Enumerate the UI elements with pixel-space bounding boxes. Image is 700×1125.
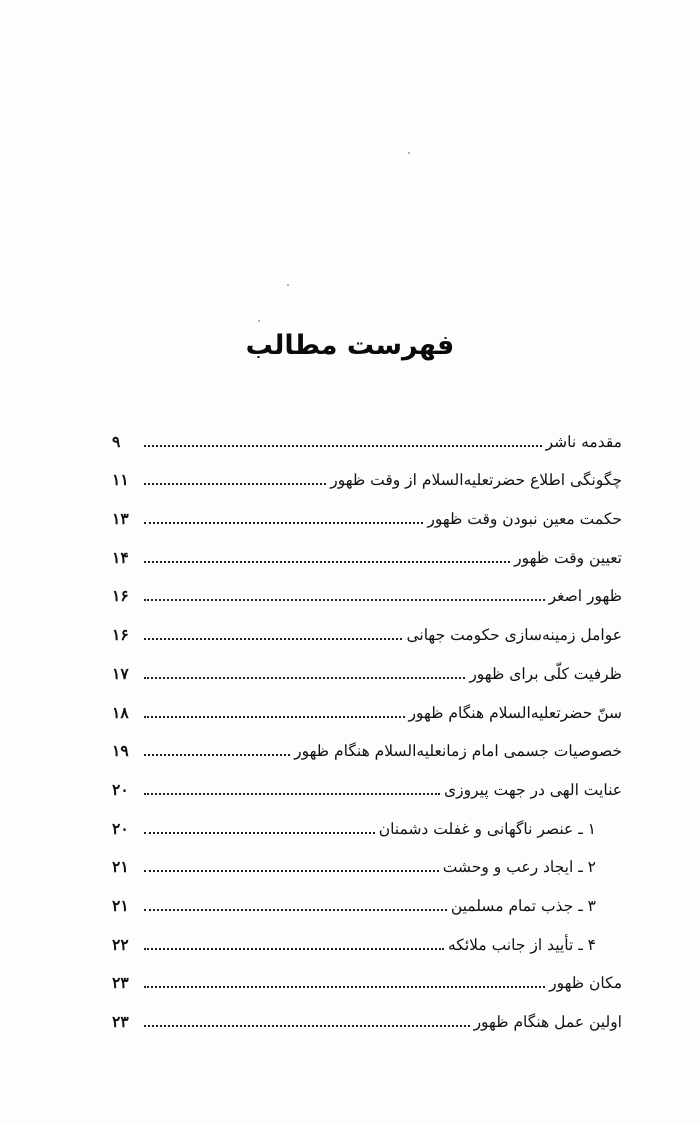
- dot-leader: [144, 793, 440, 795]
- dot-leader: [144, 677, 465, 679]
- toc-entry: [112, 452, 622, 491]
- toc-entry-page-number: ۱۶: [112, 586, 129, 606]
- toc-entry: [112, 723, 622, 762]
- toc-entry-page-number: ۱۷: [112, 663, 129, 683]
- toc-entry-page-number: ۲۰: [112, 818, 129, 838]
- toc-entry: [112, 606, 622, 645]
- toc-entry: [112, 955, 622, 994]
- toc-entry-title: عنایت الهی در جهت پیروزی: [444, 780, 622, 799]
- dot-leader: [144, 870, 439, 872]
- toc-entry-title: ۳ ـ جذب تمام مسلمین: [450, 896, 596, 915]
- toc-entry: [112, 684, 622, 723]
- toc-entry-page-number: ۲۰: [112, 779, 129, 799]
- toc-entry-page-number: ۹: [112, 431, 121, 451]
- toc-entry-page-number: ۲۳: [112, 1012, 129, 1031]
- toc-entry-title: ۱ ـ عنصر ناگهانی و غفلت دشمنان: [378, 819, 596, 838]
- toc-entry-title: ظهور اصغر: [548, 587, 622, 606]
- toc-entry-page-number: ۲۳: [112, 973, 129, 993]
- toc-entry-title: اولین عمل هنگام ظهور: [473, 1013, 622, 1031]
- toc-entry-title: خصوصیات جسمی امام زمانعلیه‌السلام هنگام ظهور: [294, 742, 622, 761]
- toc-entry-page-number: ۱۴: [112, 547, 129, 567]
- toc-entry-page-number: ۱۶: [112, 625, 129, 645]
- dot-leader: [144, 716, 405, 718]
- toc-entry-page-number: ۱۸: [112, 702, 129, 722]
- toc-entry: [112, 800, 622, 839]
- dot-leader: [144, 948, 444, 950]
- toc-entry: [112, 413, 622, 452]
- toc-entry: [112, 761, 622, 800]
- toc-entry-title: مقدمه ناشر: [545, 432, 622, 451]
- dot-leader: [144, 561, 510, 563]
- dot-leader: [144, 638, 402, 640]
- toc-entry-title: سنّ حضرتعلیه‌السلام هنگام ظهور: [408, 703, 622, 722]
- toc-entry-page-number: ۲۱: [112, 857, 129, 877]
- toc-entry-title: ظرفیت کلّی برای ظهور: [469, 664, 622, 683]
- toc-entry-title: مکان ظهور: [549, 974, 622, 993]
- paper-speck: [287, 284, 289, 286]
- toc-entry: [112, 993, 622, 1032]
- dot-leader: [144, 522, 423, 524]
- dot-leader: [144, 986, 545, 988]
- dot-leader: [144, 599, 545, 601]
- toc-entry: [112, 568, 622, 607]
- toc-entry-page-number: ۲۱: [112, 895, 129, 915]
- toc-entry: [112, 877, 622, 916]
- toc-entry-title: چگونگی اطلاع حضرتعلیه‌السلام از وقت ظهور: [330, 471, 622, 490]
- page-title: فهرست مطالب: [245, 330, 455, 361]
- paper-speck: [258, 320, 260, 322]
- toc-entry-title: حکمت معین نبودن وقت ظهور: [427, 510, 622, 529]
- toc-entry-page-number: ۱۳: [112, 509, 129, 529]
- toc-entry-title: تعیین وقت ظهور: [514, 548, 622, 567]
- dot-leader: [144, 909, 447, 911]
- toc-entry: [112, 645, 622, 684]
- toc-entry-page-number: ۱۱: [112, 470, 129, 490]
- toc-entry-title: ۲ ـ ایجاد رعب و وحشت: [442, 858, 596, 877]
- toc-entry-title: ۴ ـ تأیید از جانب ملائکه: [447, 935, 596, 954]
- toc-entry: [112, 490, 622, 529]
- dot-leader: [144, 754, 290, 756]
- dot-leader: [144, 1025, 470, 1027]
- toc-entry: [112, 839, 622, 878]
- table-of-contents: [112, 413, 622, 1032]
- dot-leader: [144, 483, 326, 485]
- toc-entry-title: عوامل زمینه‌سازی حکومت جهانی: [406, 626, 622, 645]
- toc-entry: [112, 529, 622, 568]
- toc-entry-page-number: ۲۲: [112, 934, 129, 954]
- paper-speck: [408, 152, 410, 154]
- toc-entry-page-number: ۱۹: [112, 741, 129, 761]
- toc-entry: [112, 916, 622, 955]
- dot-leader: [144, 445, 542, 447]
- dot-leader: [144, 832, 375, 834]
